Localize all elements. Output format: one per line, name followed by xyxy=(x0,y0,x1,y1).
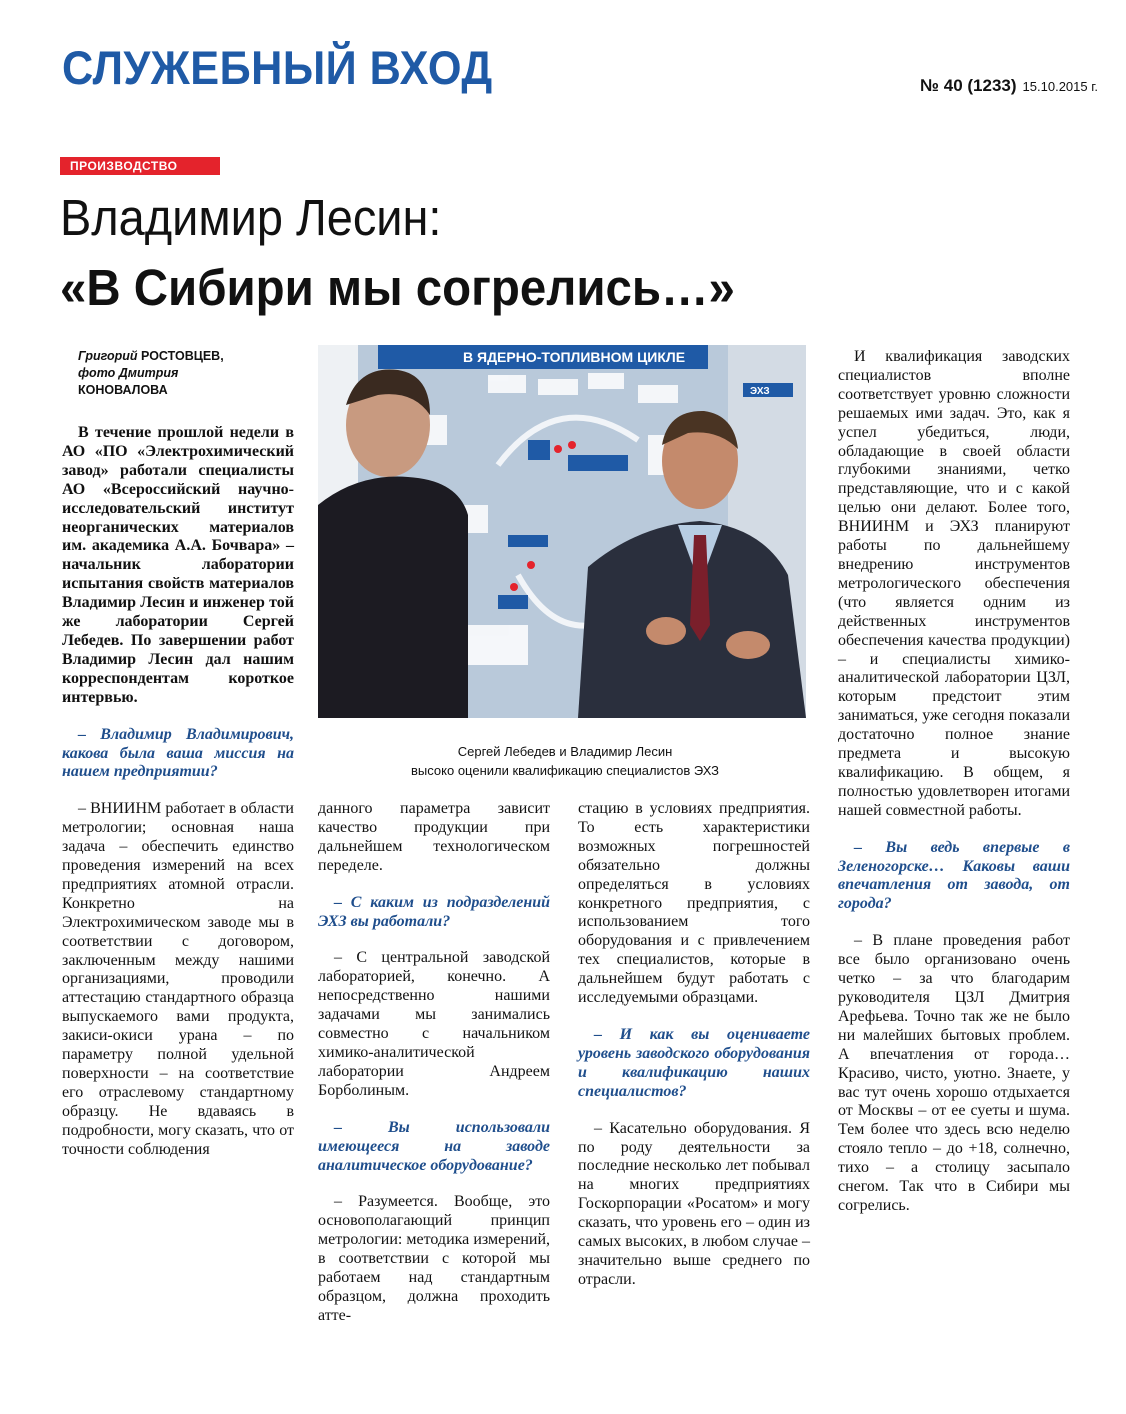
photo-caption xyxy=(330,742,800,780)
answer-3-continued: стацию в условиях предприятия. То есть характеристики возможных погрешностей обязательно должны определяться в условиях конкретного предприятия, с использованием того оборудования и с привлечением тех специалистов, которые в дальнейшем будут работать с исследуемыми образцами. xyxy=(578,800,810,1007)
answer-1: – ВНИИНМ работает в области метрологии; основная наша задача – обеспечить единство проведения измерений на всех предприятиях атомной отрасли. Конкретно на Электрохимическом заводе мы в соответствии с договором, заключенным между нашими организациями, проводили аттестацию стандартного образца выпускаемого вами продукта, закиси-окиси урана – по параметру полной удельной поверхности – на соответствие его отраслевому стандартному образцу. Не вдаваясь в подробности, могу сказать, что от точности соблюдения xyxy=(62,800,294,1158)
headline-line-1: Владимир Лесин: xyxy=(60,189,442,246)
poster-logo: ЭХЗ xyxy=(750,386,770,397)
caption-line-1: Сергей Лебедев и Владимир Лесин xyxy=(457,744,673,759)
article-photo xyxy=(318,345,806,718)
headline-line-2: «В Сибири мы согрелись…» xyxy=(60,259,735,316)
author-first-name: Григорий xyxy=(78,349,138,363)
rubric-label: ПРОИЗВОДСТВО xyxy=(60,157,220,175)
issue-info xyxy=(920,76,1098,96)
question-5: – Вы ведь впервые в Зеленогорске… Каковы ваши впечатления от завода, от города? xyxy=(838,838,1070,913)
issue-number: № 40 (1233) xyxy=(920,76,1017,95)
answer-2: – С центральной заводской лабораторией, конечно. А непосредственно нашими задачами мы занимались совместно с начальником химико-аналитической лаборатории Андреем Борболиным. xyxy=(318,949,550,1099)
answer-4: – Касательно оборудования. Я по роду деятельности за последние несколько лет побывал на многих предприятиях Госкорпорации «Росатом» и могу сказать, что уровень его – один из самых высоких, в любом случае – значительно выше среднего по отрасли. xyxy=(578,1119,810,1288)
answer-4-continued: И квалификация заводских специалистов вполне соответствует уровню сложности решаемых ими задач. Это, как я успел убедиться, люди, обладающие в своей области глубокими знаниями, четко представляющие, что и с какой целью они делают. Более того, ВНИИНМ и ЭХЗ планируют работы по дальнейшему внедрению инструментов метрологического обеспечения (что является одним из действенных инструментов обеспечения качества продукции) – и специалисты химико-аналитической лаборатории ЦЗЛ, которым предстоит этим заниматься, уже сегодня показали достаточно полное знание предмета и высокую квалификацию. В общем, я полностью удовлетворен итогами нашей совместной работы. xyxy=(838,348,1070,819)
question-3: – Вы использовали имеющееся на заводе аналитическое оборудование? xyxy=(318,1118,550,1174)
question-1: – Владимир Владимирович, какова была ваша миссия на нашем предприятии? xyxy=(62,725,294,781)
question-4: – И как вы оцениваете уровень заводского оборудования и квалификацию наших специалистов? xyxy=(578,1025,810,1100)
caption-line-2: высоко оценили квалификацию специалистов ЭХЗ xyxy=(411,763,719,778)
answer-1-continued: данного параметра зависит качество продукции при дальнейшем технологическом переделе. xyxy=(318,800,550,874)
lead-paragraph: В течение прошлой недели в АО «ПО «Электрохимический завод» работали специалисты АО «Всероссийский научно-исследовательский институт неорганических материалов им. академика А.А. Бочвара» – начальник лаборатории испытания свойств материалов Владимир Лесин и инженер той же лаборатории Сергей Лебедев. По завершении работ Владимир Лесин дал нашим корреспондентам короткое интервью. xyxy=(62,424,294,706)
answer-3: – Разумеется. Вообще, это основополагающий принцип метрологии: методика измерений, в соответствии с которой мы работаем над стандартным образцом, должна проходить атте- xyxy=(318,1193,550,1324)
poster-title: В ЯДЕРНО-ТОПЛИВНОМ ЦИКЛЕ xyxy=(463,349,686,365)
column-1 xyxy=(62,424,294,1160)
column-3 xyxy=(578,800,810,1290)
photographer-prefix: фото Дмитрия xyxy=(78,366,179,380)
photographer-last-name: КОНОВАЛОВА xyxy=(78,383,168,397)
author-last-name: РОСТОВЦЕВ, xyxy=(141,349,224,363)
issue-date: 15.10.2015 г. xyxy=(1022,79,1098,94)
question-2: – С каким из подразделений ЭХЗ вы работали? xyxy=(318,893,550,930)
answer-5: – В плане проведения работ все было организовано очень четко – за что благодарим руководителя ЦЗЛ Дмитрия Арефьева. Точно так же не было ни малейших бытовых проблем. А впечатления от города… Красиво, чисто, уютно. Знаете, у вас тут очень хорошо отдыхается от Москвы – от ее суеты и шума. Тем более что здесь всю неделю стояло тепло – до +18, солнечно, тихо – а столицу засыпало снегом. Так что в Сибири мы согрелись. xyxy=(838,932,1070,1214)
masthead: СЛУЖЕБНЫЙ ВХОД xyxy=(62,41,493,94)
byline xyxy=(78,348,298,399)
column-2 xyxy=(318,800,550,1326)
column-4 xyxy=(838,348,1070,1216)
